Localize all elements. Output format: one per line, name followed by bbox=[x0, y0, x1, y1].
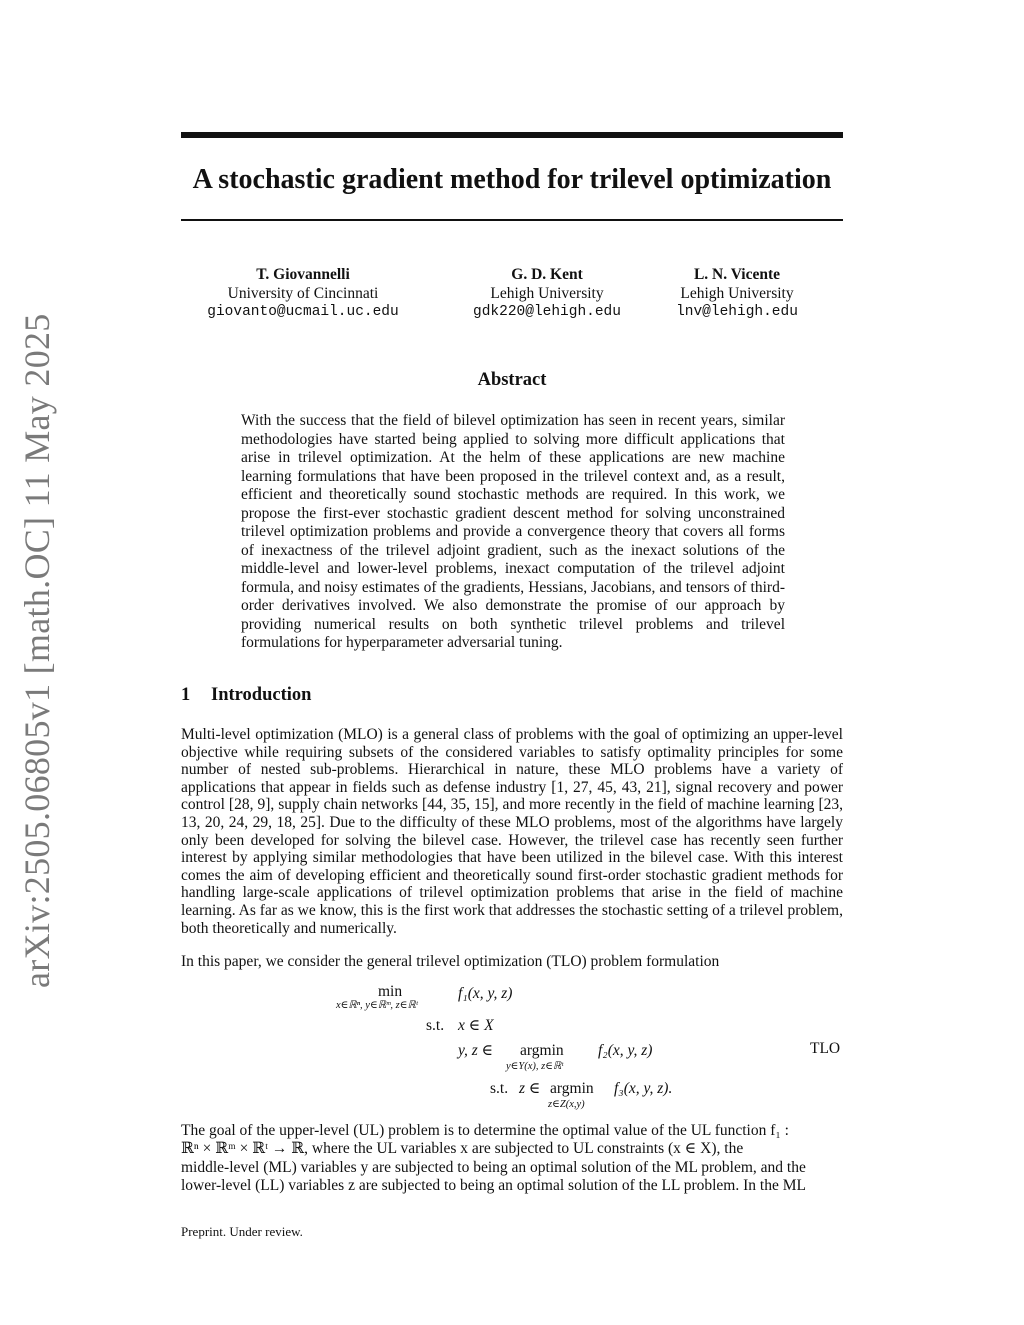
formula-st-2: s.t. bbox=[490, 1080, 509, 1097]
author-block bbox=[181, 266, 843, 326]
title-top-rule bbox=[181, 132, 843, 138]
arxiv-sidebar-label: arXiv:2505.06805v1 [math.OC] 11 May 2025 bbox=[17, 313, 57, 988]
formula-st-1: s.t. bbox=[426, 1017, 445, 1034]
author-name: L. N. Vicente bbox=[693, 266, 781, 283]
footer-note: Preprint. Under review. bbox=[181, 1224, 303, 1239]
post-formula-paragraph bbox=[181, 1122, 843, 1196]
text-line: ℝⁿ × ℝᵐ × ℝᵗ → ℝ, where the UL variables x are subjected to UL constraints (x ∈ X), the bbox=[181, 1140, 744, 1158]
text-line: lower-level (LL) variables z are subjected to being an optimal solution of the LL problem. In the ML bbox=[181, 1177, 806, 1195]
author-name: T. Giovannelli bbox=[256, 266, 350, 283]
section-title: Introduction bbox=[211, 685, 312, 705]
formula-argmin-1-subscript: y∈Y(x), z∈ℝᵗ bbox=[506, 1061, 564, 1072]
formula-argmin-1: argmin bbox=[520, 1042, 564, 1059]
intro-paragraph: Multi-level optimization (MLO) is a general class of problems with the goal of optimizing an upper-level objective while requiring subsets of the considered variables to satisfy optimality principles for some number of nested sub-problems. Hierarchical in nature, these MLO problems have a variety of applications that appear in fields such as defense industry [1, 27, 45, 43, 21], signal recovery and power control [28, 9], supply chain networks [44, 35, 15], and more recently in the field of machine learning [23, 13, 20, 24, 29, 18, 25]. Due to the difficulty of these MLO problems, most of the algorithms have largely only been developed for solving the bilevel case. However, the trilevel case has recently seen further interest by applying similar methodologies that have been utilized in the bilevel case. With this interest comes the aim of developing efficient and theoretically sound first-order stochastic gradient methods for handling large-scale applications of trilevel optimization problems that arise in the field of machine learning. As far as we know, this is the first work that addresses the stochastic setting of a trilevel problem, both theoretically and numerically. bbox=[181, 726, 843, 937]
intro-lead-sentence: In this paper, we consider the general trilevel optimization (TLO) problem formulation bbox=[181, 953, 720, 970]
author-affiliation: Lehigh University bbox=[490, 284, 604, 302]
formula-f1: f₁(x, y, z) bbox=[458, 985, 513, 1002]
author-1 bbox=[193, 266, 413, 322]
author-name: G. D. Kent bbox=[511, 266, 583, 283]
formula-tag: TLO bbox=[810, 1040, 841, 1057]
author-email: lnv@lehigh.edu bbox=[676, 304, 798, 320]
formula-f3: f₃(x, y, z). bbox=[614, 1080, 673, 1097]
section-number: 1 bbox=[181, 685, 191, 705]
formula-constraint-x: x ∈ X bbox=[458, 1017, 494, 1034]
author-affiliation: Lehigh University bbox=[680, 284, 794, 302]
formula-f2: f₂(x, y, z) bbox=[598, 1042, 653, 1059]
author-2 bbox=[437, 266, 657, 322]
paper-title: A stochastic gradient method for trilevel optimization bbox=[192, 164, 832, 195]
author-email: giovanto@ucmail.uc.edu bbox=[207, 304, 399, 320]
title-bottom-rule bbox=[181, 219, 843, 221]
section-heading bbox=[181, 683, 311, 707]
abstract-text: With the success that the field of bilevel optimization has seen in recent years, similar methodologies have started being applied to solving more difficult applications that arise in trilevel optimization. At the helm of these applications are new machine learning formulations that have been proposed in the trilevel context and, as a result, efficient and theoretically sound stochastic methods are required. In this work, we propose the first-ever stochastic gradient descent method for solving unconstrained trilevel optimization problems and provide a convergence theory that covers all forms of inexactness of the trilevel adjoint gradient, such as the inexact solutions of the middle-level and lower-level problems, inexact computation of the trilevel adjoint formula, and noisy estimates of the gradients, Hessians, Jacobians, and tensors of third-order derivatives involved. We also demonstrate the promise of our approach by providing numerical results on both synthetic trilevel problems and trilevel formulations for hyperparameter adversarial tuning. bbox=[241, 412, 785, 651]
formula-argmin-2-subscript: z∈Z(x,y) bbox=[548, 1099, 585, 1110]
author-3 bbox=[627, 266, 847, 322]
text-line: The goal of the upper-level (UL) problem is to determine the optimal value of the UL function f₁ : bbox=[181, 1122, 789, 1139]
text-line: middle-level (ML) variables y are subjected to being an optimal solution of the ML problem, and the bbox=[181, 1158, 806, 1176]
formula-argmin-2: argmin bbox=[550, 1080, 594, 1097]
formula-constraint-z: z ∈ bbox=[519, 1080, 541, 1097]
formula-min: min bbox=[378, 983, 403, 1000]
abstract-heading: Abstract bbox=[477, 370, 547, 390]
author-affiliation: University of Cincinnati bbox=[227, 284, 379, 302]
formula-constraint-yz: y, z ∈ bbox=[458, 1042, 494, 1059]
formula-min-subscript: x∈ℝⁿ, y∈ℝᵐ, z∈ℝᵗ bbox=[336, 1000, 418, 1011]
author-email: gdk220@lehigh.edu bbox=[473, 304, 621, 320]
